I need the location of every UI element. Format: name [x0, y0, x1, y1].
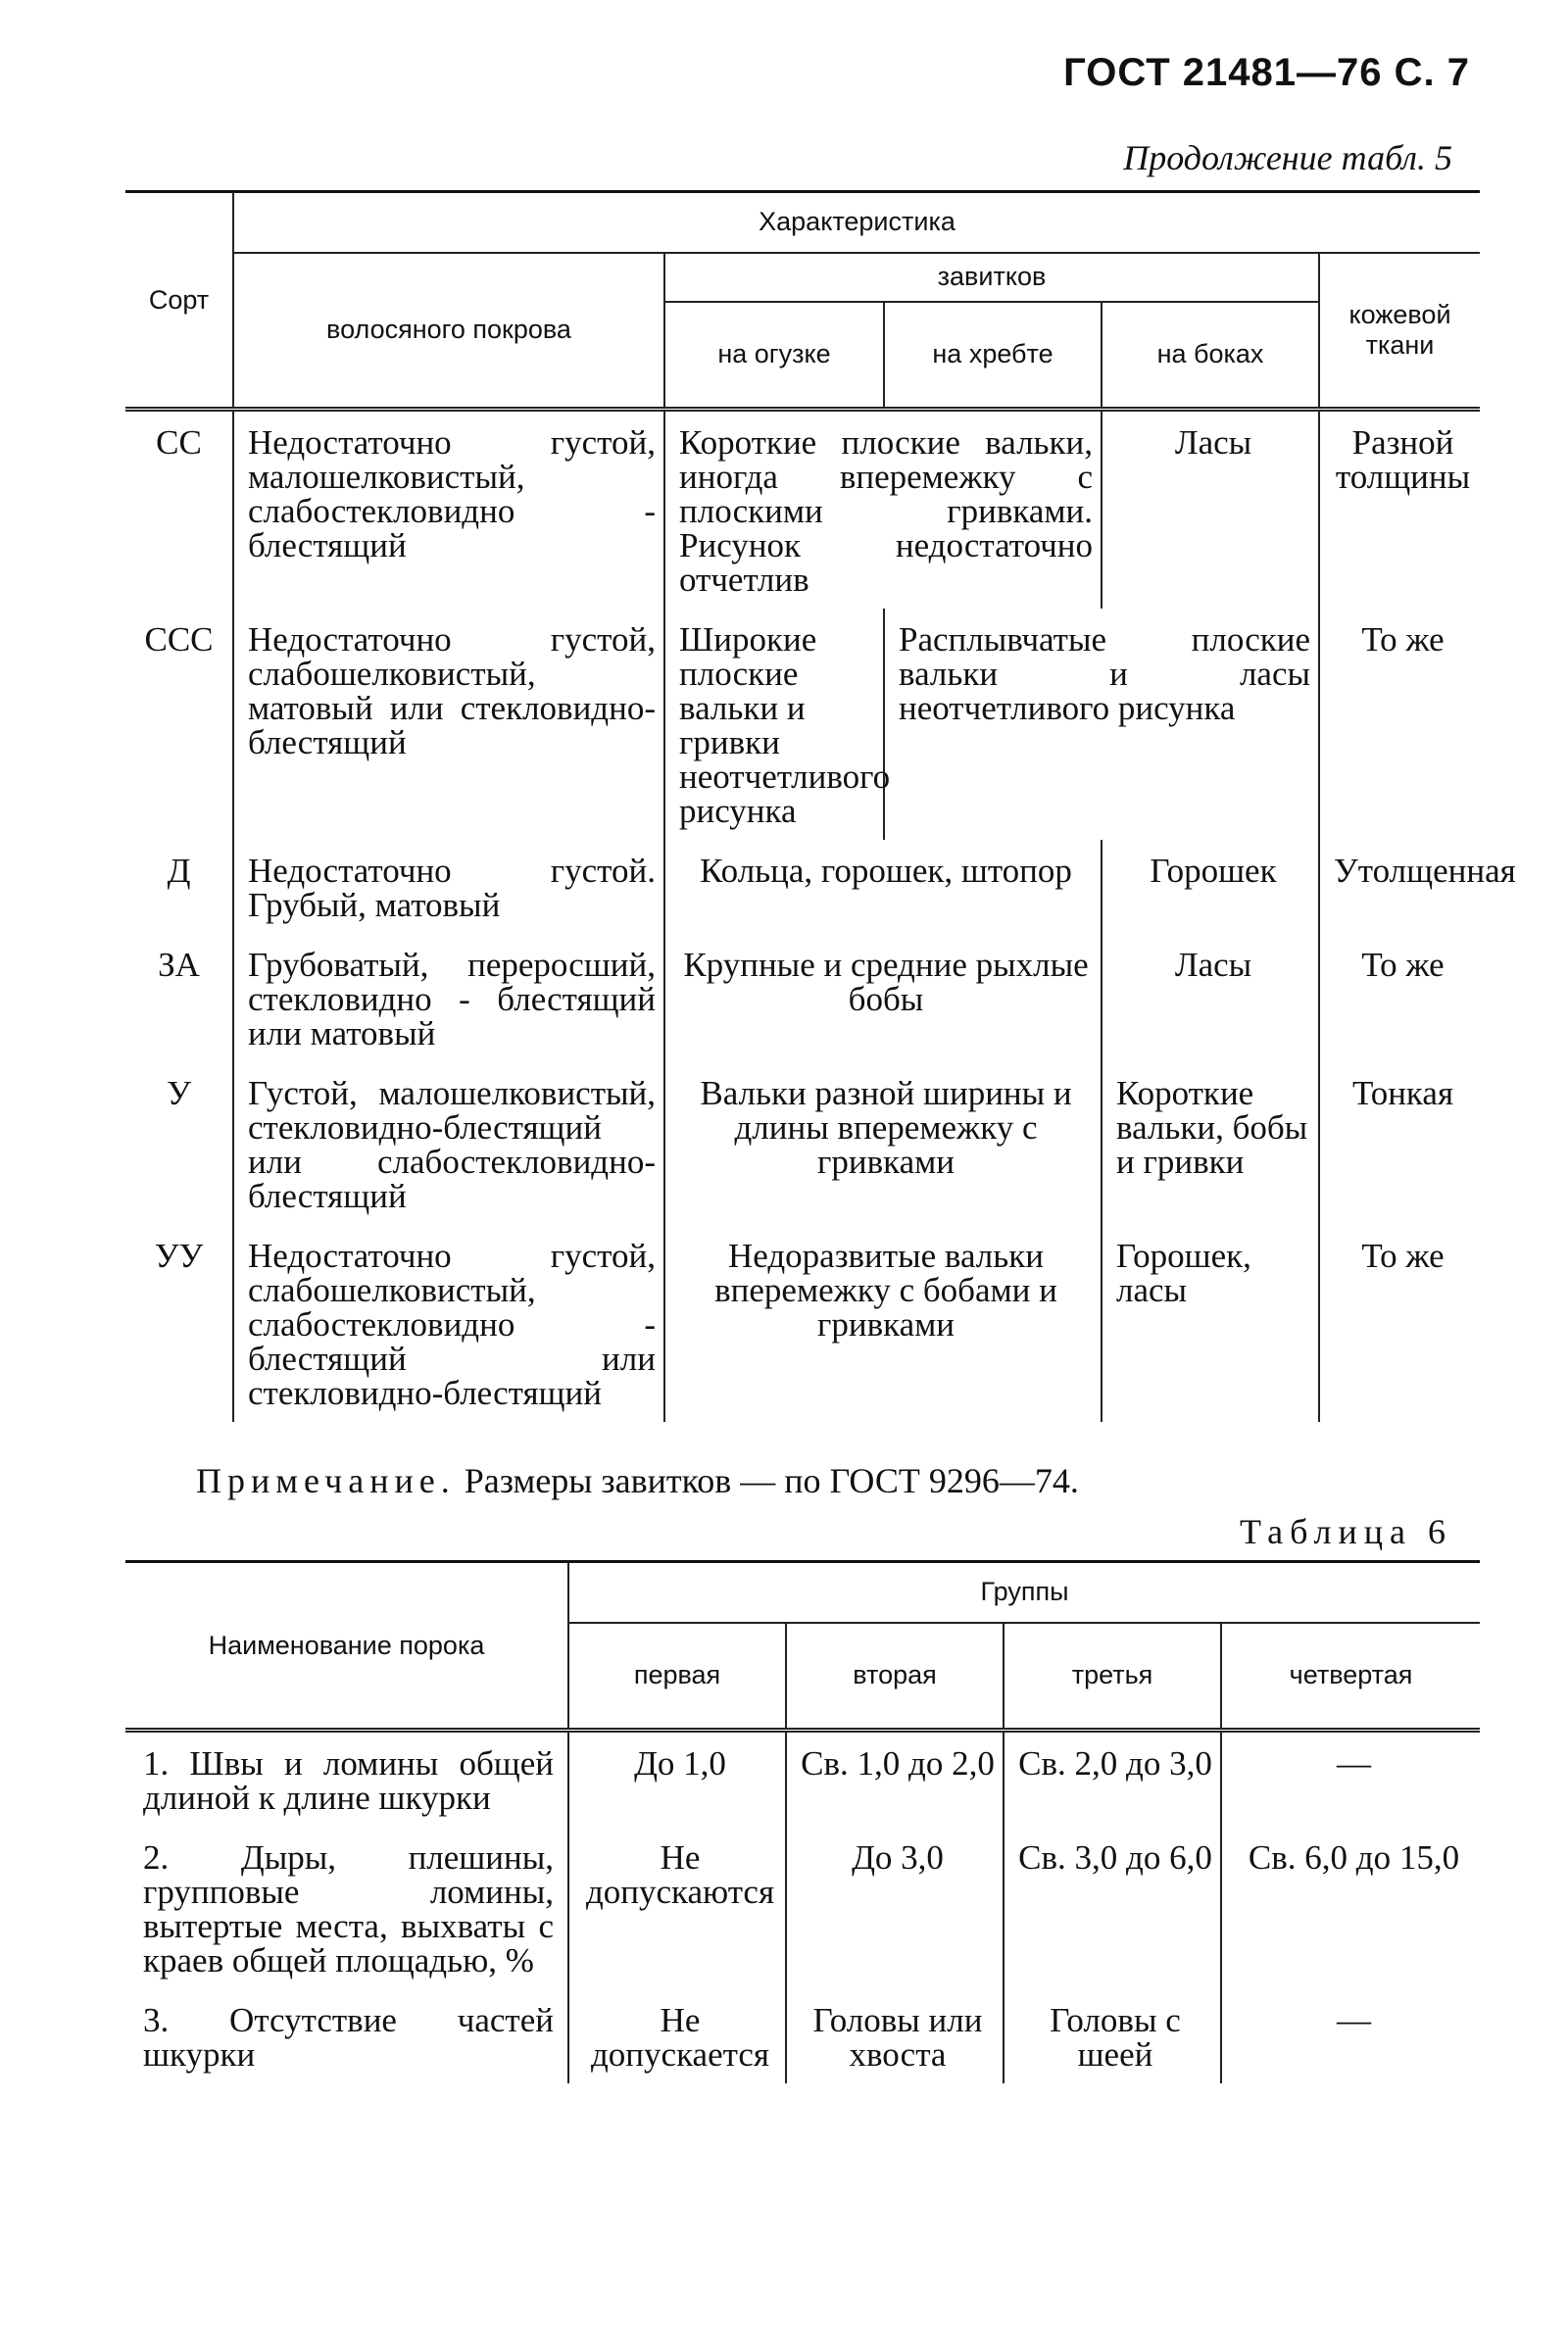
cell-hair: Недостаточно густой. Грубый, матовый — [233, 840, 664, 934]
cell-group-4: — — [1221, 1731, 1480, 1828]
page-header: ГОСТ 21481—76 С. 7 — [1063, 51, 1470, 94]
cell-skin: То же — [1319, 934, 1480, 1062]
cell-defect-name: 2. Дыры, плешины, групповые ломины, вытертые места, выхваты с краев общей площадью, % — [143, 1838, 554, 1980]
header-sort: Сорт — [125, 192, 233, 410]
cell-sides: Ласы — [1102, 410, 1319, 610]
cell-skin: То же — [1319, 609, 1480, 840]
header-group-2: вторая — [786, 1623, 1004, 1731]
cell-sides: Горошек — [1102, 840, 1319, 934]
cell-hair: Недостаточно густой, малошелковистый, слабостекловидно - блестящий — [233, 410, 664, 610]
header-characteristic: Характеристика — [233, 192, 1480, 253]
table5-note — [196, 1460, 1079, 1501]
cell-group-2: Св. 1,0 до 2,0 — [786, 1731, 1004, 1828]
header-ridge: на хребте — [884, 302, 1102, 410]
cell-rump-ridge: Вальки разной ширины и длины вперемежку с гривками — [664, 1062, 1102, 1225]
cell-sides: Ласы — [1102, 934, 1319, 1062]
table-row — [125, 1062, 1480, 1225]
cell-sort: Д — [167, 852, 191, 890]
cell-skin: Тонкая — [1319, 1062, 1480, 1225]
header-defect: Наименование порока — [125, 1562, 568, 1731]
header-group-1: первая — [568, 1623, 786, 1731]
cell-sort: ЗА — [158, 946, 200, 984]
header-curls: завитков — [664, 253, 1319, 302]
cell-sides: Горошек, ласы — [1102, 1225, 1319, 1422]
cell-sort: УУ — [154, 1237, 204, 1275]
cell-defect-name: 1. Швы и ломины общей длиной к длине шкурки — [143, 1744, 554, 1817]
table-row — [125, 1731, 1480, 1828]
header-groups: Группы — [568, 1562, 1480, 1623]
cell-skin: Утолщенная — [1319, 840, 1480, 934]
table6 — [125, 1560, 1480, 2083]
table-row — [125, 1989, 1480, 2083]
note-text: Размеры завитков — по ГОСТ 9296—74. — [464, 1461, 1079, 1500]
cell-group-3: Св. 3,0 до 6,0 — [1004, 1827, 1221, 1989]
header-rump: на огузке — [664, 302, 884, 410]
cell-group-1: Не допускается — [568, 1989, 786, 2083]
cell-hair: Грубоватый, переросший, стекловидно - блестящий или матовый — [233, 934, 664, 1062]
cell-hair: Густой, малошелковистый, стекловидно-блестящий или слабостекловидно-блестящий — [233, 1062, 664, 1225]
cell-sort: ССС — [144, 620, 214, 659]
cell-defect-name: 3. Отсутствие частей шкурки — [143, 2001, 554, 2074]
cell-group-1: До 1,0 — [568, 1731, 786, 1828]
table6-caption: Таблица 6 — [1240, 1512, 1452, 1551]
header-group-4: четвертая — [1221, 1623, 1480, 1731]
cell-sort: СС — [156, 423, 202, 462]
table-row — [125, 1225, 1480, 1422]
cell-sides: Короткие вальки, бобы и гривки — [1102, 1062, 1319, 1225]
cell-ridge-sides: Расплывчатые плоские вальки и ласы неотчетливого рисунка — [884, 609, 1319, 840]
table-row — [125, 934, 1480, 1062]
table-row — [125, 840, 1480, 934]
header-sides: на боках — [1102, 302, 1319, 410]
table-row — [125, 410, 1480, 610]
cell-group-3: Св. 2,0 до 3,0 — [1004, 1731, 1221, 1828]
cell-rump: Широкие плоские вальки и гривки неотчетливого рисунка — [664, 609, 884, 840]
header-group-3: третья — [1004, 1623, 1221, 1731]
cell-hair: Недостаточно густой, слабошелковистый, слабостекловидно - блестящий или стекловидно-блестящий — [233, 1225, 664, 1422]
cell-rump-ridge: Кольца, горошек, штопор — [664, 840, 1102, 934]
cell-rump-ridge: Крупные и средние рыхлые бобы — [664, 934, 1102, 1062]
cell-group-4: — — [1221, 1989, 1480, 2083]
table5-caption: Продолжение табл. 5 — [1123, 138, 1452, 177]
cell-group-2: Головы или хвоста — [786, 1989, 1004, 2083]
cell-group-3: Головы с шеей — [1004, 1989, 1221, 2083]
cell-rump-ridge: Короткие плоские вальки, иногда вперемежку с плоскими гривками. Рисунок недостаточно отчетлив — [664, 410, 1102, 610]
note-label: Примечание. — [196, 1461, 456, 1500]
cell-rump-ridge: Недоразвитые вальки вперемежку с бобами и гривками — [664, 1225, 1102, 1422]
cell-skin: Разной толщины — [1319, 410, 1480, 610]
cell-group-1: Не допускаются — [568, 1827, 786, 1989]
table-row — [125, 609, 1480, 840]
cell-hair: Недостаточно густой, слабошелковистый, матовый или стекловидно-блестящий — [233, 609, 664, 840]
header-skin: кожевой ткани — [1319, 253, 1480, 410]
cell-sort: У — [167, 1074, 191, 1112]
header-hair: волосяного покрова — [233, 253, 664, 410]
table-row — [125, 1827, 1480, 1989]
table5 — [125, 190, 1516, 1422]
cell-group-4: Св. 6,0 до 15,0 — [1221, 1827, 1480, 1989]
cell-group-2: До 3,0 — [786, 1827, 1004, 1989]
cell-skin: То же — [1319, 1225, 1480, 1422]
